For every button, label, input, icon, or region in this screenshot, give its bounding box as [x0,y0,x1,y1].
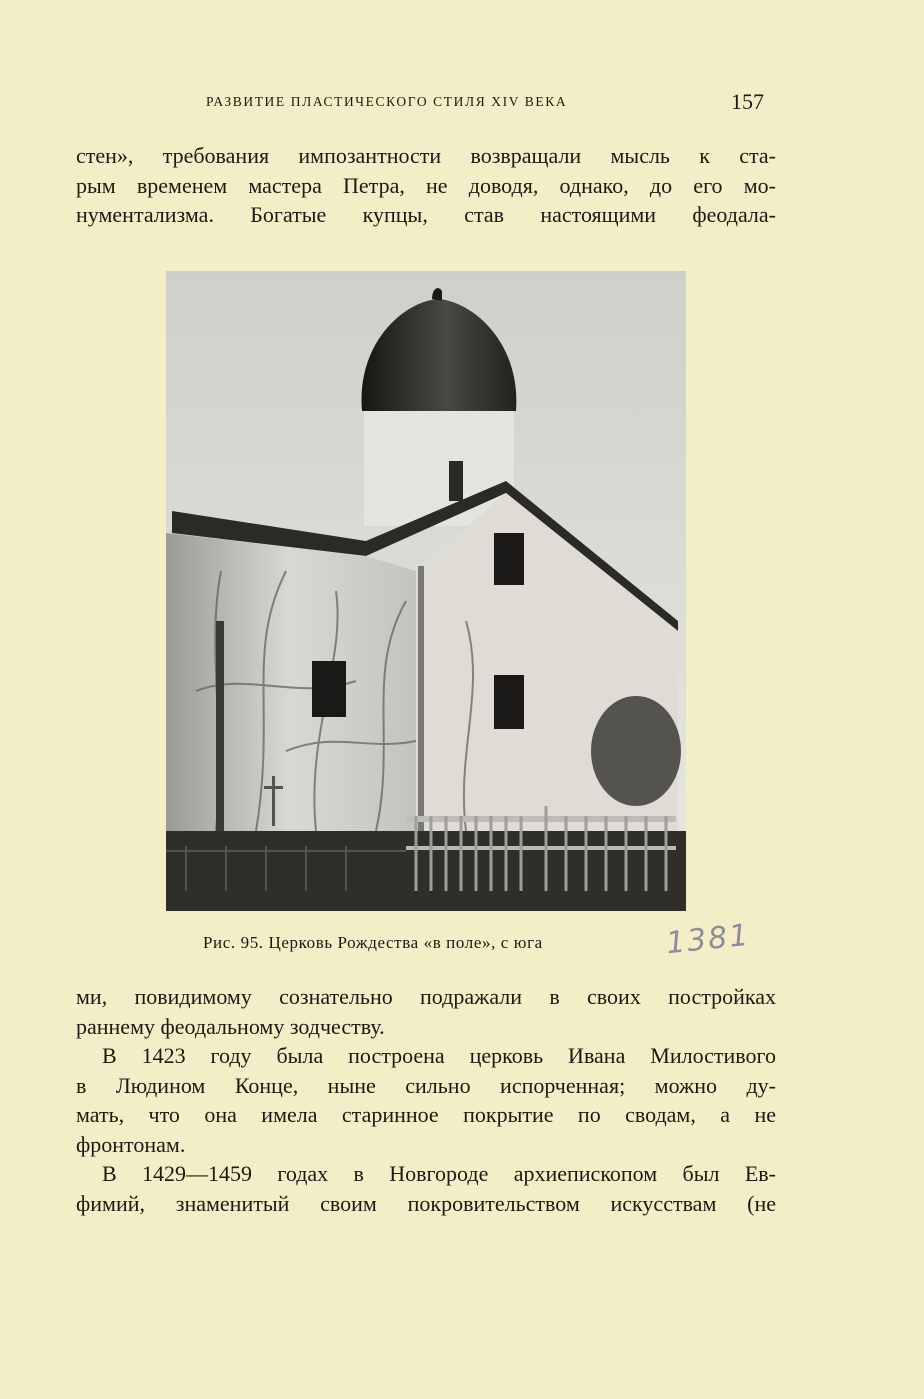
text-line: В 1423 году была построена церковь Ивана Милостивого [102,1043,776,1068]
text-line: В 1429—1459 годах в Новгороде архиепископом был Ев- [102,1161,776,1186]
text-line: фимий, знаменитый своим покровительством искусствам (не [76,1190,776,1216]
paragraph-1423 [76,1041,776,1159]
text-line: фронтонам. [76,1131,186,1157]
church-photograph [166,271,686,911]
running-title: РАЗВИТИЕ ПЛАСТИЧЕСКОГО СТИЛЯ XIV ВЕКА [206,94,568,109]
text-line: раннему феодальному зодчеству. [76,1013,385,1039]
text-line: мать, что она имела старинное покрытие по сводам, а не [76,1102,776,1127]
page-number: 157 [731,89,764,114]
text-line: нументализма. Богатые купцы, став настоящими феодала- [76,202,776,227]
paragraph-top [76,141,776,230]
paragraph-1429 [76,1159,776,1218]
handwritten-annotation: 1381 [664,917,752,962]
paragraph-continued [76,982,776,1041]
text-line: стен», требования импозантности возвращали мысль к ста- [76,143,776,168]
figure-caption: Рис. 95. Церковь Рождества «в поле», с юга [203,933,543,952]
text-line: ми, повидимому сознательно подражали в своих постройках [76,984,776,1009]
text-line: рым временем мастера Петра, не доводя, однако, до его мо- [76,172,776,198]
text-line: в Людином Конце, ныне сильно испорченная; можно ду- [76,1072,776,1098]
